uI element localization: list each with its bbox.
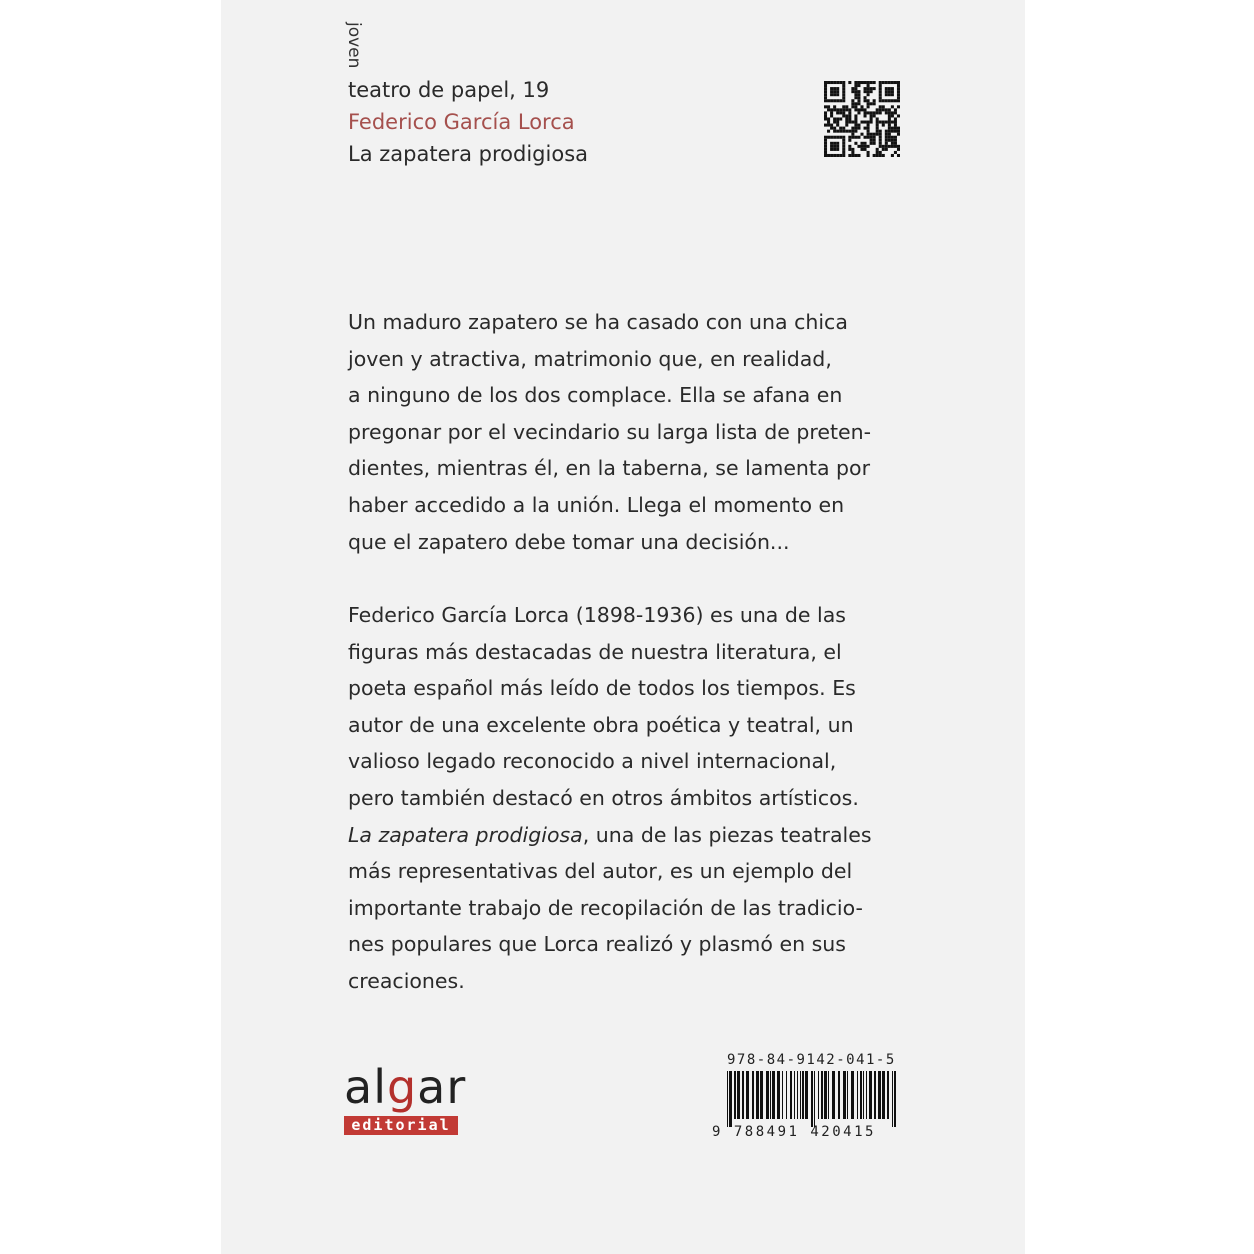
barcode-bar bbox=[869, 1071, 872, 1119]
text-line: que el zapatero debe tomar una decisión... bbox=[348, 529, 790, 554]
algar-editorial-logo bbox=[344, 1060, 467, 1135]
text-line: figuras más destacadas de nuestra literatura, el bbox=[348, 639, 842, 664]
text-line: haber accedido a la unión. Llega el momento en bbox=[348, 492, 845, 517]
barcode-bar bbox=[742, 1071, 744, 1119]
barcode-bar bbox=[824, 1071, 827, 1119]
barcode-bar bbox=[814, 1071, 815, 1127]
barcode-bar bbox=[843, 1071, 846, 1119]
text-line: dientes, mientras él, en la taberna, se lamenta por bbox=[348, 456, 871, 481]
text-line: Un maduro zapatero se ha casado con una chica bbox=[348, 310, 848, 334]
text-line: importante trabajo de recopilación de las tradicio- bbox=[348, 895, 863, 920]
logo-text: g bbox=[386, 1060, 418, 1114]
barcode-bar bbox=[863, 1071, 864, 1119]
barcode-bar bbox=[777, 1071, 780, 1119]
barcode bbox=[727, 1071, 897, 1127]
barcode-bar bbox=[786, 1071, 787, 1119]
book-title: La zapatera prodigiosa bbox=[348, 142, 589, 166]
text-line: autor de una excelente obra poética y teatral, un bbox=[348, 712, 854, 737]
barcode-bar bbox=[832, 1071, 835, 1119]
synopsis-paragraph bbox=[348, 304, 871, 560]
text-line: pero también destacó en otros ámbitos artísticos. bbox=[348, 785, 859, 810]
collection-label: teatro de papel, 19 bbox=[348, 78, 550, 102]
barcode-bar bbox=[790, 1071, 792, 1119]
text-line: a ninguno de los dos complace. Ella se afana en bbox=[348, 383, 843, 408]
barcode-bar bbox=[802, 1071, 804, 1119]
barcode-bar bbox=[772, 1071, 775, 1119]
barcode-bar bbox=[800, 1071, 801, 1119]
logo-text: ar bbox=[417, 1060, 467, 1114]
qr-code bbox=[824, 81, 900, 157]
barcode-bar bbox=[746, 1071, 749, 1119]
barcode-bar bbox=[860, 1071, 862, 1119]
barcode-bar bbox=[847, 1071, 848, 1119]
italic-title: La zapatera prodigiosa bbox=[348, 822, 583, 847]
text-line: creaciones. bbox=[348, 968, 465, 993]
barcode-bar bbox=[760, 1071, 763, 1119]
logo-text: al bbox=[344, 1060, 387, 1114]
barcode-bar bbox=[874, 1071, 876, 1119]
text-line: poeta español más leído de todos los tiempos. Es bbox=[348, 676, 856, 701]
text-line bbox=[348, 817, 872, 854]
barcode-bar bbox=[770, 1071, 771, 1119]
series-tag: joven bbox=[344, 22, 364, 69]
barcode-bar bbox=[727, 1071, 728, 1127]
barcode-bar bbox=[894, 1071, 896, 1127]
isbn-label: 978-84-9142-041-5 bbox=[727, 1052, 896, 1068]
barcode-bar bbox=[851, 1071, 854, 1119]
logo-wordmark bbox=[344, 1060, 467, 1114]
logo-badge: editorial bbox=[344, 1116, 458, 1135]
barcode-bar bbox=[882, 1071, 885, 1119]
barcode-bar bbox=[811, 1071, 813, 1127]
barcode-bar bbox=[821, 1071, 823, 1119]
barcode-bar bbox=[805, 1071, 808, 1119]
barcode-bar bbox=[734, 1071, 736, 1119]
text-line: joven y atractiva, matrimonio que, en realidad, bbox=[348, 346, 832, 371]
barcode-bar bbox=[828, 1071, 829, 1119]
barcode-bar bbox=[866, 1071, 867, 1119]
author-bio-paragraph bbox=[348, 597, 872, 1000]
barcode-bar bbox=[857, 1071, 858, 1119]
text-segment: , una de las piezas teatrales bbox=[582, 822, 872, 847]
text-line: valioso legado reconocido a nivel internacional, bbox=[348, 749, 837, 774]
ean-number: 9 788491 420415 bbox=[712, 1124, 876, 1140]
barcode-bar bbox=[737, 1071, 740, 1119]
barcode-bar bbox=[887, 1071, 889, 1119]
barcode-bar bbox=[818, 1071, 819, 1119]
text-line: Federico García Lorca (1898-1936) es una de las bbox=[348, 603, 846, 627]
barcode-bar bbox=[892, 1071, 893, 1127]
barcode-bar bbox=[756, 1071, 759, 1119]
barcode-bar bbox=[878, 1071, 881, 1119]
barcode-bar bbox=[766, 1071, 769, 1119]
barcode-bar bbox=[729, 1071, 732, 1127]
barcode-bar bbox=[782, 1071, 783, 1119]
barcode-bar bbox=[797, 1071, 798, 1119]
barcode-bar bbox=[838, 1071, 840, 1119]
barcode-bar bbox=[752, 1071, 754, 1119]
text-line: nes populares que Lorca realizó y plasmó en sus bbox=[348, 932, 846, 957]
barcode-bar bbox=[794, 1071, 795, 1119]
author-name: Federico García Lorca bbox=[348, 110, 575, 134]
text-line: más representativas del autor, es un ejemplo del bbox=[348, 859, 853, 884]
text-line: pregonar por el vecindario su larga lista de preten- bbox=[348, 419, 872, 444]
